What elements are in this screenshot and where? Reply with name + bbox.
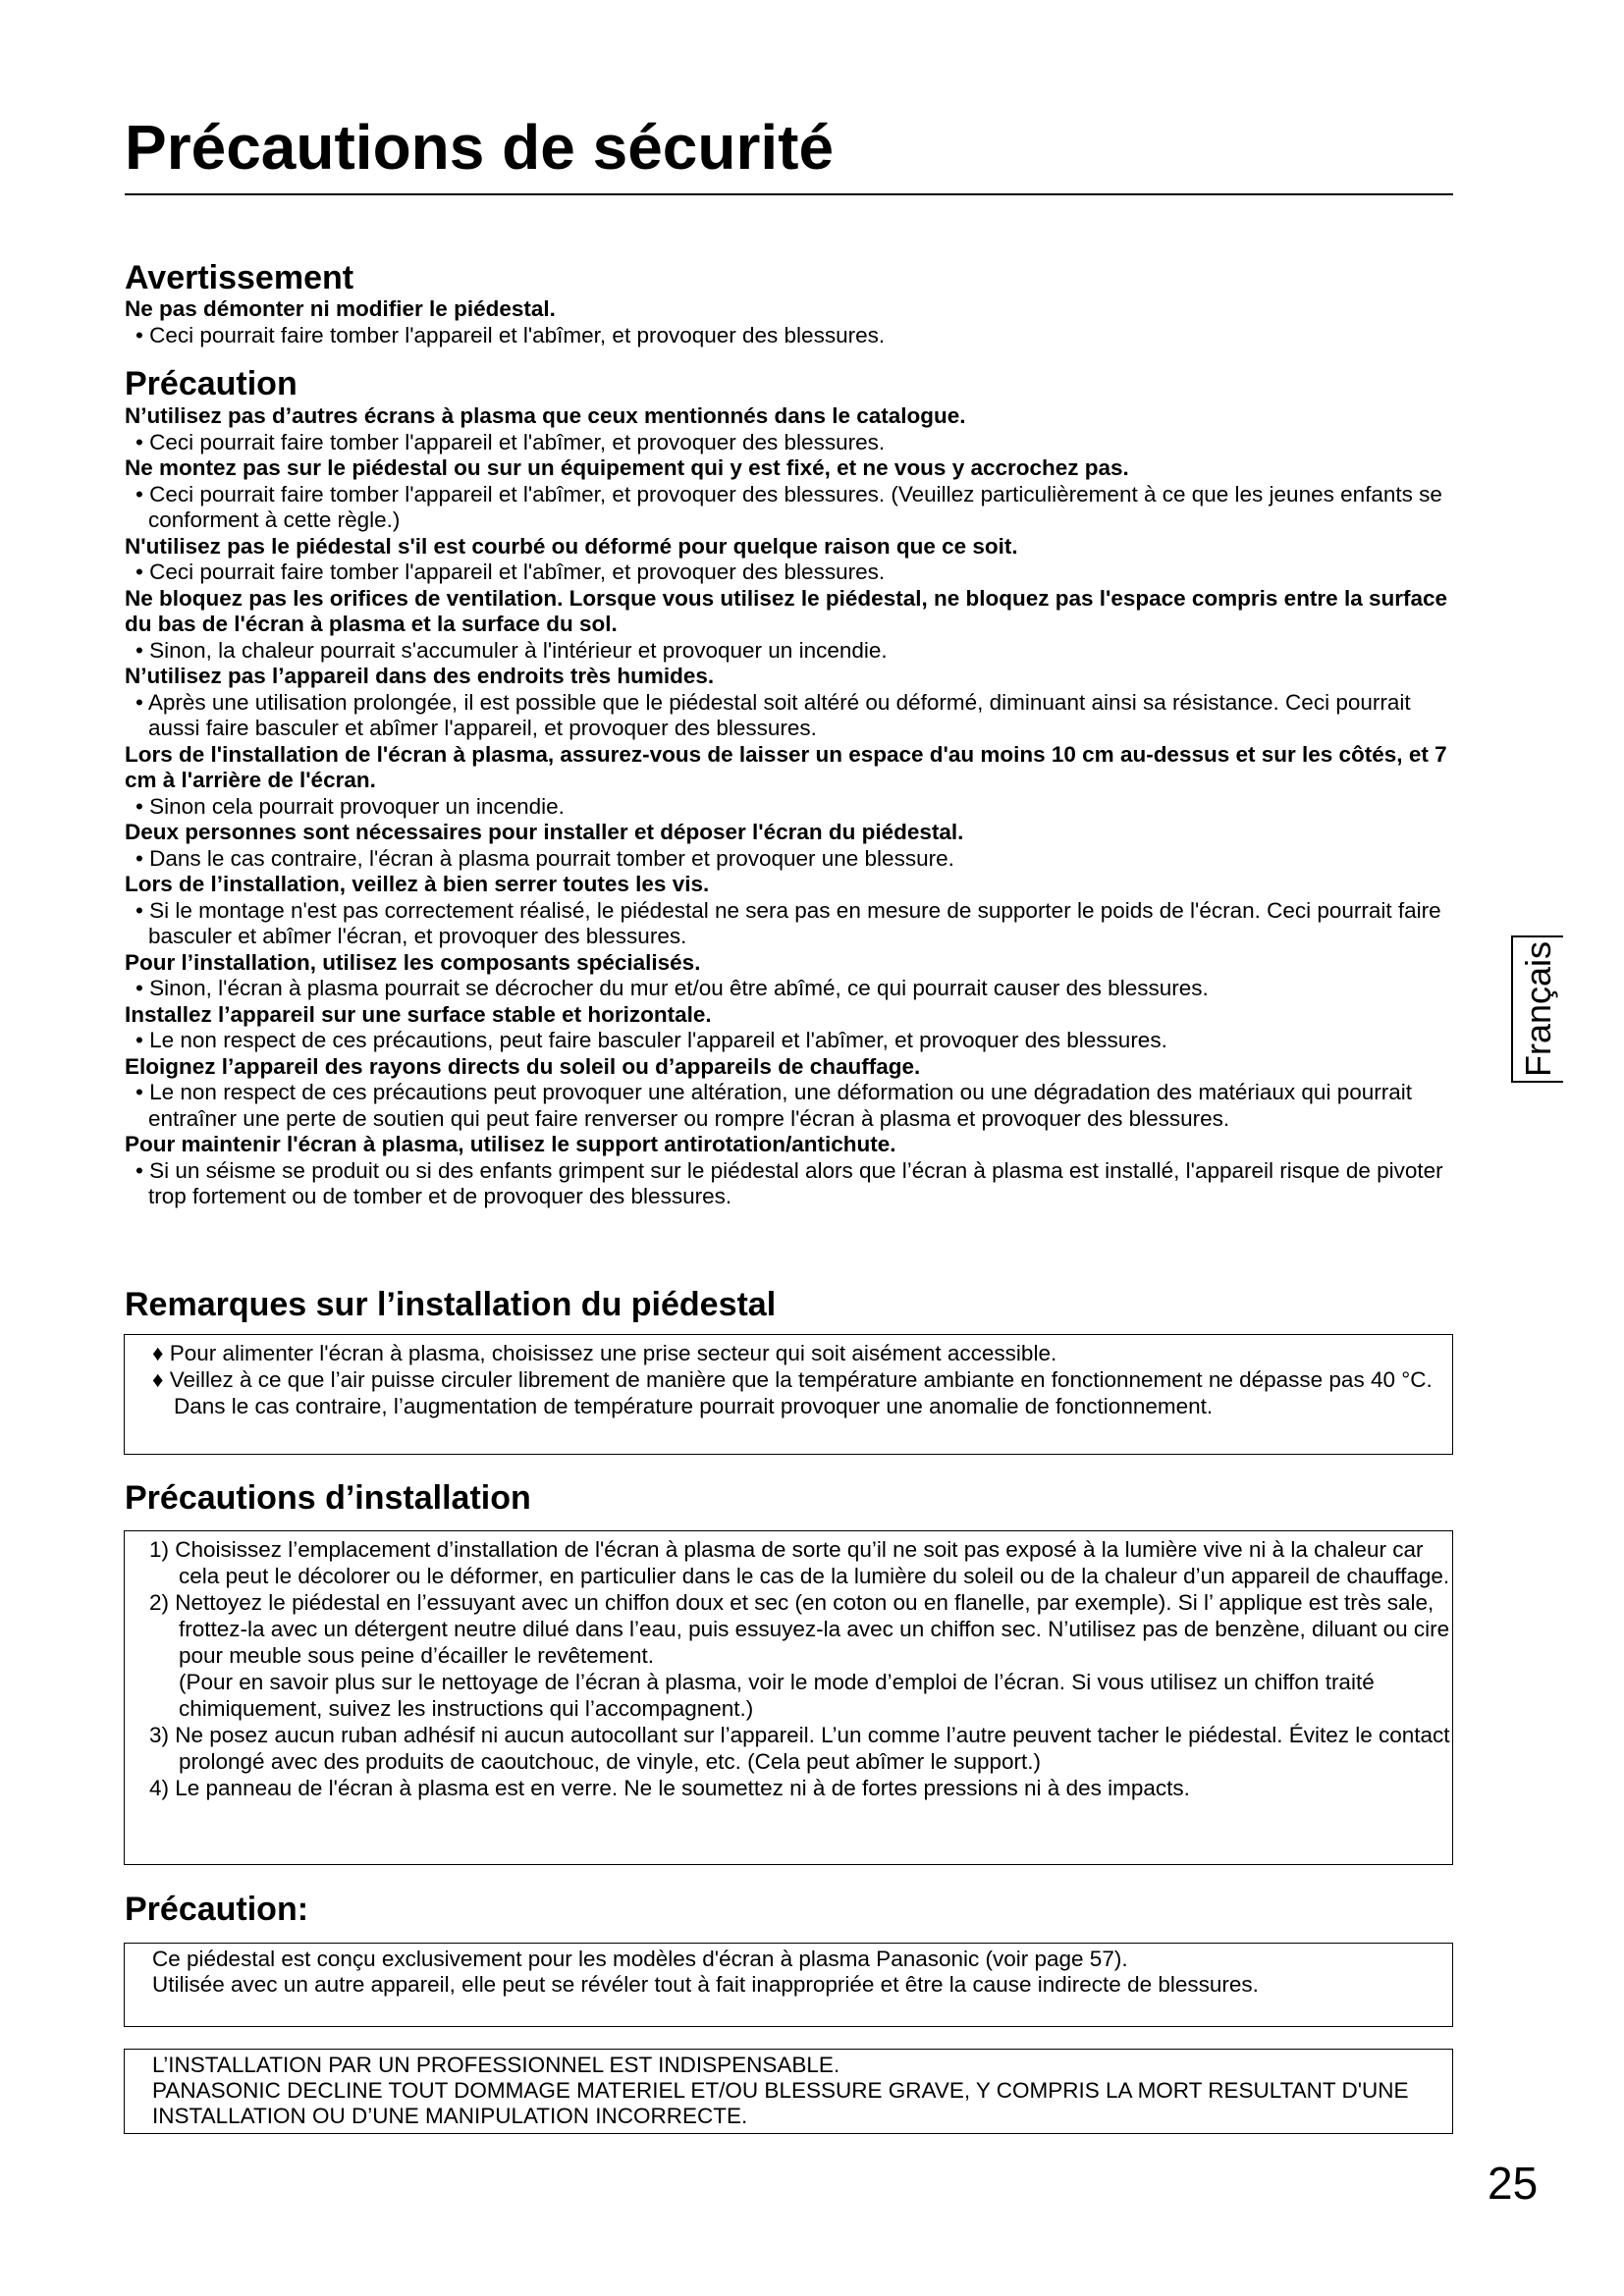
warning-detail: • Sinon, la chaleur pourrait s'accumuler à l'intérieur et provoquer un incendie. [135, 637, 888, 663]
warning-statement: Eloignez l’appareil des rayons directs du soleil ou d’appareils de chauffage. [125, 1053, 921, 1079]
warning-statement: Installez l’appareil sur une surface stable et horizontale. [125, 1001, 712, 1027]
warning-detail: • Si le montage n'est pas correctement réalisé, le piédestal ne sera pas en mesure de supporter le poids de l'écran. Ceci pourrait faire basculer et abîmer l'écran, et provoquer des blessures. [135, 897, 1441, 948]
warning-statement: Pour l’installation, utilisez les composants spécialisés. [125, 949, 701, 975]
warning-detail: • Ceci pourrait faire tomber l'appareil et l'abîmer, et provoquer des blessures. [135, 560, 886, 584]
warning-statement: N’utilisez pas l’appareil dans des endroits très humides. [125, 664, 715, 688]
warning-statement: N’utilisez pas d’autres écrans à plasma que ceux mentionnés dans le catalogue. [125, 403, 966, 428]
warning-detail: • Dans le cas contraire, l'écran à plasma pourrait tomber et provoquer une blessure. [135, 845, 954, 871]
precaution2-heading: Précaution: [125, 1891, 309, 1928]
remarques-heading: Remarques sur l’installation du piédestal [125, 1286, 777, 1323]
language-tab-label: Français [1517, 940, 1558, 1078]
warning-statement: Ne montez pas sur le piédestal ou sur un équipement qui y est fixé, et ne vous y accrochez pas. [125, 455, 1129, 480]
precaution2-box [124, 1943, 1453, 2027]
precaution-heading: Précaution [125, 365, 298, 402]
remarques-box [124, 1334, 1453, 1455]
box-line: 1) Choisissez l’emplacement d’installation de l'écran à plasma de sorte qu’il ne soit pas exposé à la lumière vive ni à la chaleur car cela peut le décolorer ou le déformer, en particulier dans le cas de la lumière du soleil ou de la chaleur d’un appareil de chauffage. [149, 1537, 1450, 1588]
warning-detail: • Après une utilisation prolongée, il est possible que le piédestal soit altéré ou déformé, diminuant ainsi sa résistance. Ceci pourrait aussi faire basculer et abîmer l'appareil, et provoquer des blessures. [135, 689, 1411, 740]
installation-box [124, 1530, 1453, 1865]
box-line: PANASONIC DECLINE TOUT DOMMAGE MATERIEL ET/OU BLESSURE GRAVE, Y COMPRIS LA MORT RESULTANT D'UNE INSTALLATION OU D’UNE MANIPULATION INCORRECTE. [152, 2078, 1409, 2128]
box-line: ♦ Veillez à ce que l’air puisse circuler librement de manière que la température ambiante en fonctionnement ne dépasse pas 40 °C. [152, 1367, 1433, 1392]
language-tab [1511, 935, 1563, 1083]
box-line: 4) Le panneau de l'écran à plasma est en verre. Ne le soumettez ni à de fortes pressions ni à des impacts. [149, 1776, 1190, 1800]
warning-detail: • Sinon, l'écran à plasma pourrait se décrocher du mur et/ou être abîmé, ce qui pourrait causer des blessures. [135, 976, 1209, 1000]
warning-statement: Pour maintenir l'écran à plasma, utilisez le support antirotation/antichute. [125, 1132, 896, 1156]
warning-statement: N'utilisez pas le piédestal s'il est courbé ou déformé pour quelque raison que ce soit. [125, 533, 1018, 559]
page-number: 25 [1488, 2158, 1539, 2209]
warning-detail: • Si un séisme se produit ou si des enfants grimpent sur le piédestal alors que l’écran à plasma est installé, l'appareil risque de pivoter trop fortement ou de tomber et de provoquer des blessures. [135, 1157, 1443, 1208]
box-line: Utilisée avec un autre appareil, elle peut se révéler tout à fait inappropriée et être la cause indirecte de blessures. [152, 1972, 1259, 1997]
warning-statement: Lors de l'installation de l'écran à plasma, assurez-vous de laisser un espace d'au moins 10 cm au-dessus et sur les côtés, et 7 cm à l'arrière de l'écran. [125, 741, 1447, 792]
avertissement-list [125, 296, 1465, 348]
box-line: 3) Ne posez aucun ruban adhésif ni aucun autocollant sur l’appareil. L’un comme l’autre peuvent tacher le piédestal. Évitez le contact prolongé avec des produits de caoutchouc, de vinyle, etc. (Cela peut abîmer le support.) [149, 1723, 1450, 1774]
warning-statement: Ne pas démonter ni modifier le piédestal. [125, 296, 556, 321]
warning-detail: • Ceci pourrait faire tomber l'appareil et l'abîmer, et provoquer des blessures. [135, 429, 886, 454]
box-line: ♦ Pour alimenter l'écran à plasma, choisissez une prise secteur qui soit aisément accessible. [152, 1341, 1057, 1365]
warning-detail: • Le non respect de ces précautions, peut faire basculer l'appareil et l'abîmer, et provoquer des blessures. [135, 1028, 1167, 1052]
warning-detail: • Le non respect de ces précautions peut provoquer une altération, une déformation ou une dégradation des matériaux qui pourrait entraîner une perte de soutien qui peut faire renverser ou rompre l'écran à plasma et provoquer des blessures. [135, 1080, 1412, 1131]
warning-detail: • Ceci pourrait faire tomber l'appareil et l'abîmer, et provoquer des blessures. (Veuillez particulièrement à ce que les jeunes enfants se conforment à cette règle.) [135, 481, 1442, 532]
title-divider [125, 193, 1453, 195]
precaution-list [125, 403, 1465, 1210]
box-line: L’INSTALLATION PAR UN PROFESSIONNEL EST INDISPENSABLE. [152, 2053, 840, 2077]
box-line: Dans le cas contraire, l’augmentation de température pourrait provoquer une anomalie de fonctionnement. [174, 1394, 1214, 1418]
box-line: Ce piédestal est conçu exclusivement pour les modèles d'écran à plasma Panasonic (voir page 57). [152, 1947, 1128, 1971]
page-title: Précautions de sécurité [125, 112, 835, 183]
warning-detail: • Sinon cela pourrait provoquer un incendie. [135, 793, 565, 819]
warning-statement: Lors de l’installation, veillez à bien serrer toutes les vis. [125, 872, 710, 896]
notice-box [124, 2049, 1453, 2134]
installation-heading: Précautions d’installation [125, 1479, 531, 1517]
warning-statement: Deux personnes sont nécessaires pour installer et déposer l'écran du piédestal. [125, 820, 964, 844]
box-line: 2) Nettoyez le piédestal en l’essuyant avec un chiffon doux et sec (en coton ou en flanelle, par exemple). Si l’ applique est très sale, frottez-la avec un détergent neutre dilué dans l’eau, puis essuyez-la avec un chiffon sec. N’utilisez pas de benzène, diluant ou cire pour meuble sous peine d’écailler le revêtement. [149, 1590, 1450, 1668]
box-line: (Pour en savoir plus sur le nettoyage de l’écran à plasma, voir le mode d’emploi de l’écran. Si vous utilisez un chiffon traité chimiquement, suivez les instructions qui l’accompagnent.) [179, 1670, 1375, 1721]
warning-detail: • Ceci pourrait faire tomber l'appareil et l'abîmer, et provoquer des blessures. [135, 322, 886, 347]
avertissement-heading: Avertissement [125, 259, 354, 296]
warning-statement: Ne bloquez pas les orifices de ventilation. Lorsque vous utilisez le piédestal, ne bloquez pas l'espace compris entre la surface du bas de l'écran à plasma et la surface du sol. [125, 585, 1448, 636]
